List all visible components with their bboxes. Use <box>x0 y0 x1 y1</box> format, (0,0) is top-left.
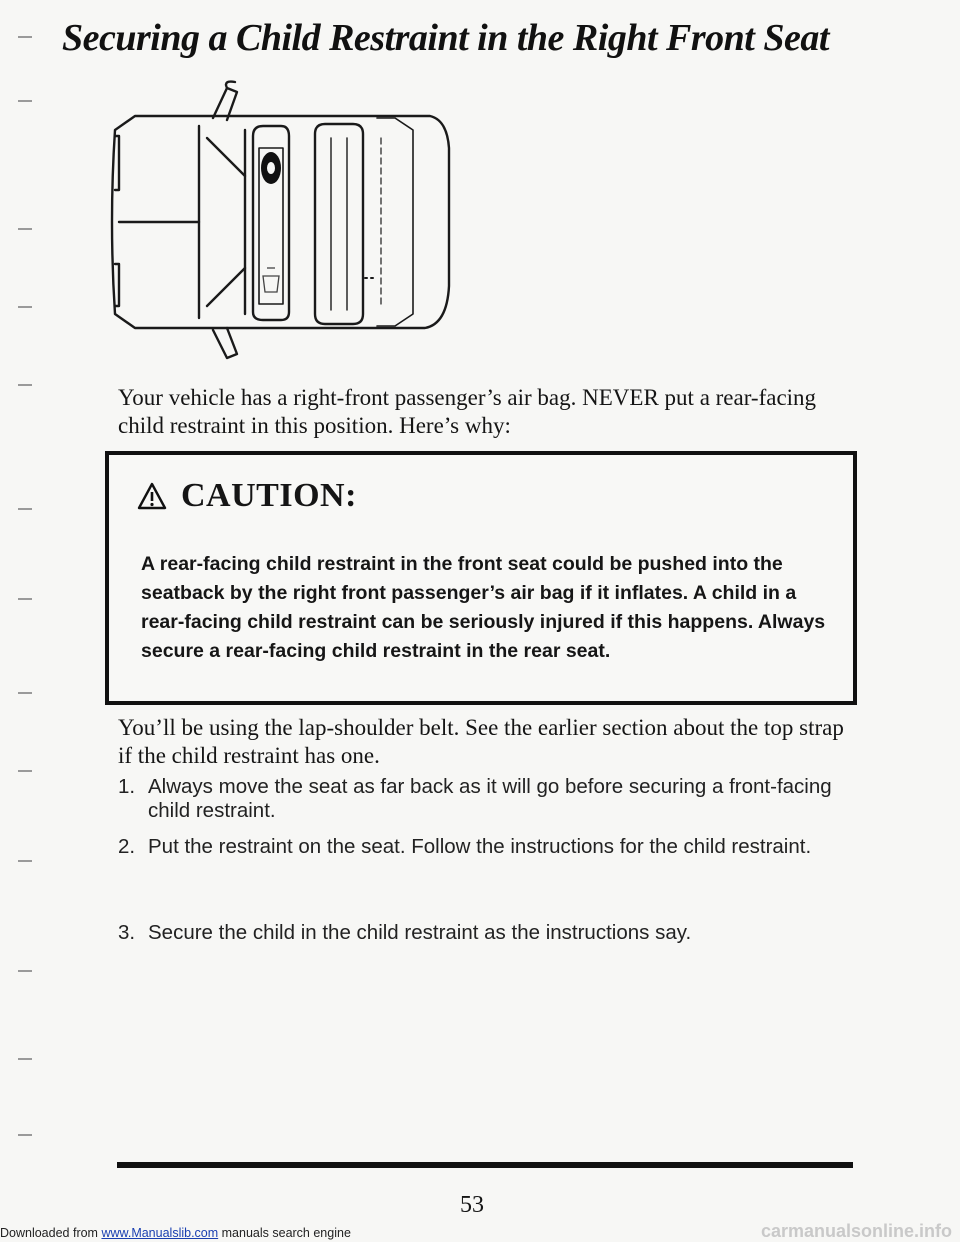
margin-mark <box>18 970 32 972</box>
margin-mark <box>18 228 32 230</box>
caution-box <box>105 451 857 705</box>
margin-mark <box>18 860 32 862</box>
intro-paragraph: Your vehicle has a right-front passenger’s air bag. NEVER put a rear-facing child restraint in this position. Here’s why: <box>118 385 817 438</box>
margin-mark <box>18 100 32 102</box>
margin-mark <box>18 692 32 694</box>
margin-mark <box>18 1058 32 1060</box>
car-top-view-illustration <box>95 78 455 368</box>
download-prefix: Downloaded from <box>0 1226 102 1240</box>
margin-mark <box>18 770 32 772</box>
margin-mark <box>18 508 32 510</box>
list-item <box>118 775 838 823</box>
step-text: Always move the seat as far back as it will go before securing a front-facing child restraint. <box>148 775 832 822</box>
margin-mark <box>18 306 32 308</box>
page-number: 53 <box>460 1192 484 1218</box>
margin-mark <box>18 598 32 600</box>
list-item <box>118 921 838 945</box>
download-note <box>0 1226 351 1240</box>
usage-paragraph: You’ll be using the lap-shoulder belt. See the earlier section about the top strap if the child restraint has one. <box>118 715 844 768</box>
caution-heading <box>137 477 357 515</box>
margin-mark <box>18 1134 32 1136</box>
caution-text: A rear-facing child restraint in the front seat could be pushed into the seatback by the right front passenger’s air bag if it inflates. A child in a rear-facing child restraint can be seriously injured if this happens. Always secure a rear-facing child restraint in the rear seat. <box>141 553 826 662</box>
download-suffix: manuals search engine <box>218 1226 351 1240</box>
margin-mark <box>18 36 32 38</box>
step-text: Secure the child in the child restraint as the instructions say. <box>148 921 692 944</box>
step-text: Put the restraint on the seat. Follow the instructions for the child restraint. <box>148 835 812 858</box>
margin-mark <box>18 384 32 386</box>
footer-rule <box>117 1162 853 1168</box>
step-number: 1. <box>118 775 136 798</box>
watermark: carmanualsonline.info <box>760 1221 952 1241</box>
manualslib-link[interactable]: www.Manualslib.com <box>101 1226 219 1240</box>
list-item <box>118 835 838 859</box>
page-title: Securing a Child Restraint in the Right Front Seat <box>62 17 829 59</box>
warning-triangle-icon <box>137 482 167 510</box>
step-number: 2. <box>118 835 136 858</box>
caution-label: CAUTION: <box>181 477 357 514</box>
step-number: 3. <box>118 921 136 944</box>
